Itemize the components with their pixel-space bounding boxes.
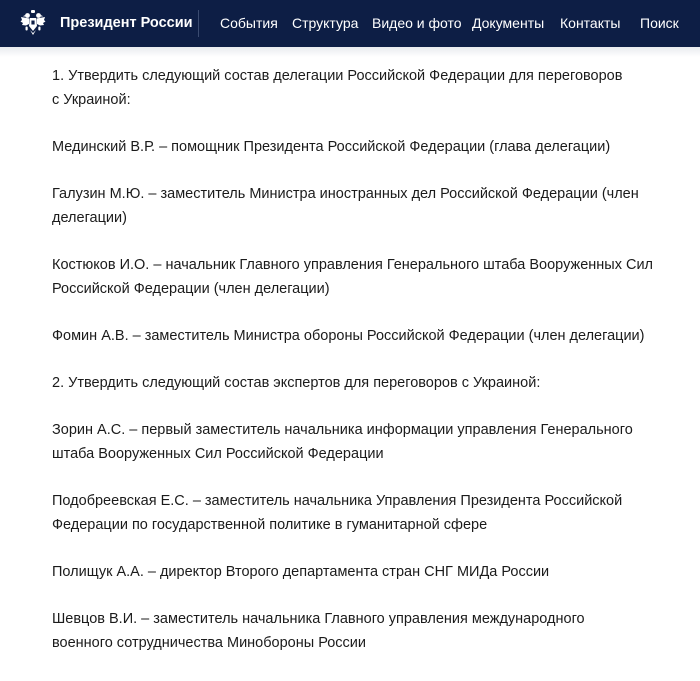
paragraph-member-fomin: Фомин А.В. – заместитель Министра обороны Российской Федерации (член делегации) [52, 328, 645, 344]
nav-structure[interactable]: Структура [292, 15, 359, 31]
header-shadow [0, 47, 700, 57]
top-navigation-bar [0, 0, 700, 47]
nav-documents[interactable]: Документы [472, 15, 545, 31]
paragraph-expert-podobreevskaya: Подобреевская Е.С. – заместитель начальника Управления Президента Российской Федерации по государственной политике в гуманитарной сфере [52, 493, 623, 533]
site-title-link[interactable]: Президент России [60, 15, 193, 31]
paragraph-expert-polishchuk: Полищук А.А. – директор Второго департамента стран СНГ МИДа России [52, 564, 550, 580]
double-headed-eagle-icon[interactable] [19, 9, 47, 37]
nav-events[interactable]: События [220, 15, 278, 31]
nav-contacts[interactable]: Контакты [560, 15, 621, 31]
paragraph-experts-heading: 2. Утвердить следующий состав экспертов для переговоров с Украиной: [52, 375, 541, 391]
paragraph-expert-zorin: Зорин А.С. – первый заместитель начальника информации управления Генерального штаба Вооруженных Сил Российской Федерации [52, 422, 633, 462]
nav-search[interactable]: Поиск [640, 15, 679, 31]
paragraph-member-galuzin: Галузин М.Ю. – заместитель Министра иностранных дел Российской Федерации (член делегации) [52, 186, 639, 226]
document-body [52, 64, 682, 678]
nav-video-photo[interactable]: Видео и фото [372, 15, 462, 31]
paragraph-delegation-heading: 1. Утвердить следующий состав делегации Российской Федерации для переговоров с Украиной: [52, 68, 623, 108]
paragraph-expert-shevtsov: Шевцов В.И. – заместитель начальника Главного управления международного военного сотрудничества Минобороны России [52, 611, 585, 651]
paragraph-member-kostyukov: Костюков И.О. – начальник Главного управления Генерального штаба Вооруженных Сил Российской Федерации (член делегации) [52, 257, 653, 297]
paragraph-member-medinsky: Мединский В.Р. – помощник Президента Российской Федерации (глава делегации) [52, 139, 611, 155]
header-divider [198, 10, 199, 37]
